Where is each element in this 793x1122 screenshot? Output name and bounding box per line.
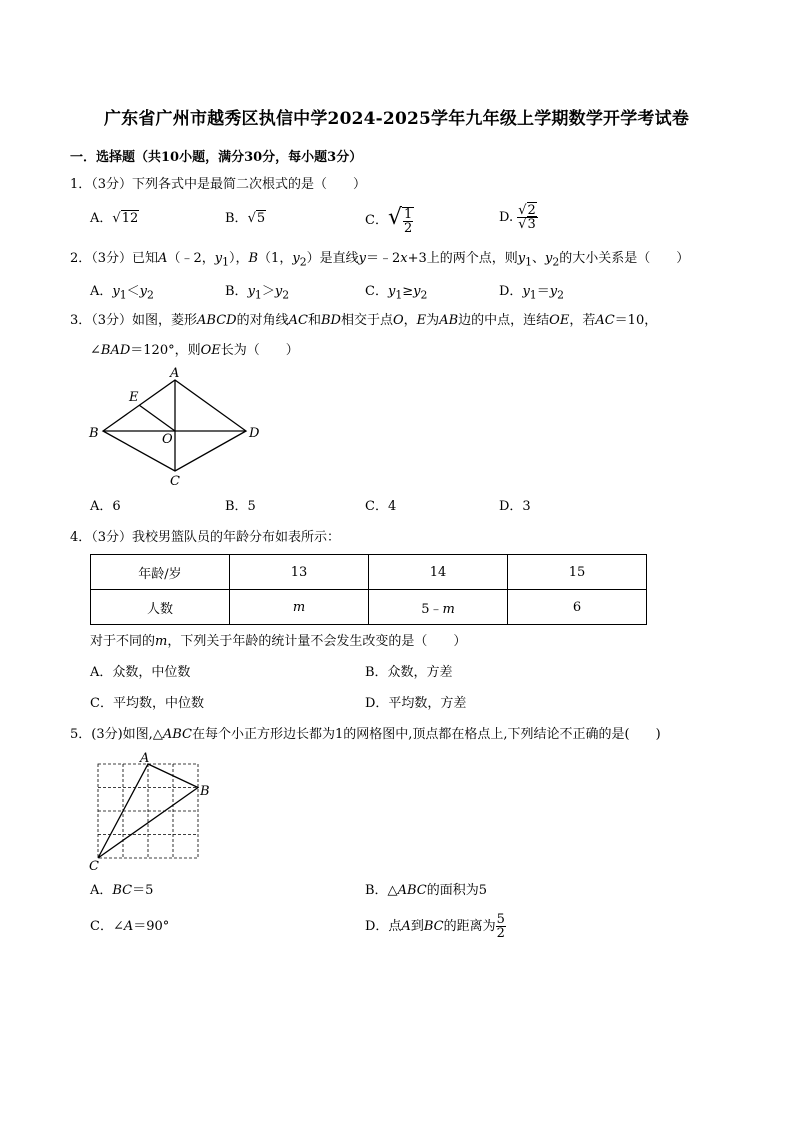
q3-t8: ，若 (569, 313, 596, 328)
q2-text-1: 2．（3分）已知 (70, 251, 159, 266)
q2-sub1b: 1 (525, 255, 532, 269)
q2-text-4: （1， (258, 251, 293, 266)
q2-d-s2: 2 (557, 288, 564, 302)
table-cell: 6 (508, 590, 647, 625)
table-cell: 14 (369, 555, 508, 590)
q5-b-rest: 的面积为5 (426, 883, 487, 898)
q3-o: O (392, 313, 404, 328)
q2-c-label: C． (365, 284, 388, 299)
q2-y2b: y (545, 251, 553, 266)
q3-option-b[interactable]: B．5 (225, 499, 256, 514)
q1-b-radicand: 5 (256, 211, 266, 226)
q3-ab: AB (439, 313, 459, 328)
q5-d-den: 2 (496, 926, 505, 941)
q3-option-d[interactable]: D．3 (499, 499, 531, 514)
q1-d-den: 3 (527, 217, 536, 232)
q1-c-num: 1 (403, 206, 413, 222)
q3-abcd: ABCD (197, 313, 237, 328)
q2-a-s1: 1 (119, 288, 127, 302)
q1-a-radicand: 12 (121, 211, 139, 226)
q2-a-label: A． (90, 284, 113, 299)
table-cell: 人数 (91, 590, 230, 625)
table-cell (369, 590, 508, 625)
q2-sub2: 2 (299, 255, 307, 269)
q3-angle-symbol: ∠ (90, 343, 101, 358)
table-row (91, 590, 647, 625)
q5-d-mid: 到 (410, 919, 424, 934)
table-m2: m (442, 601, 455, 617)
q2-d-y2: y (549, 284, 558, 299)
table-cell (230, 590, 369, 625)
q4-m: m (155, 634, 168, 649)
q2-text-2: （﹣2， (167, 251, 215, 266)
q2-c-rel: ≥ (402, 284, 414, 299)
label-o: O (162, 432, 173, 447)
q2-y1b: y (517, 251, 526, 266)
q5-d-label: D．点 (365, 919, 402, 934)
q4-option-b[interactable]: B．众数，方差 (365, 665, 453, 680)
q2-y1: y (214, 251, 223, 266)
q4-option-c[interactable]: C．平均数，中位数 (90, 696, 204, 711)
q1-option-a-label: A． (90, 211, 113, 226)
q2-point-b: B (248, 251, 259, 266)
q5-stem (70, 726, 661, 744)
q2-option-b[interactable] (225, 283, 289, 305)
q3-t9: ＝10， (614, 313, 658, 328)
q4-option-a[interactable]: A．众数，中位数 (90, 665, 191, 680)
q3-ac: AC (288, 313, 308, 328)
q5-option-b[interactable] (365, 882, 487, 900)
grid-triangle-figure (88, 752, 218, 874)
q2-point-a: A (158, 251, 168, 266)
sqrt-icon: √ (112, 211, 121, 226)
segment-oe (139, 405, 175, 431)
q3-t4: 相交于点 (340, 313, 393, 328)
q2-x: x (400, 251, 408, 266)
q2-c-y1: y (387, 284, 396, 299)
age-table (90, 554, 647, 625)
q2-option-d[interactable] (499, 283, 564, 305)
q1-option-c[interactable] (365, 202, 414, 237)
label-a: A (170, 366, 180, 381)
section-heading: 一．选择题（共10小题，满分30分，每小题3分） (70, 150, 363, 165)
q3-ac2: AC (595, 313, 615, 328)
q1-c-fraction (402, 207, 414, 235)
q5-d-fraction (496, 913, 506, 940)
q5-option-c[interactable] (90, 918, 169, 936)
q2-text-6: ＝﹣2 (365, 251, 401, 266)
label-d: D (249, 426, 260, 441)
q2-b-y1: y (247, 284, 255, 299)
q2-b-s1: 1 (254, 288, 262, 302)
q5-d-bc: BC (423, 919, 444, 934)
q5-c-rest: ＝90° (133, 919, 170, 934)
q1-option-c-label: C． (365, 213, 388, 228)
q4-t2: ，下列关于年龄的统计量不会发生改变的是（ ） (167, 634, 467, 649)
q4-stem: 4．（3分）我校男篮队员的年龄分布如表所示： (70, 530, 341, 545)
q3-t2: 的对角线 (236, 313, 289, 328)
q3-oe2: OE (200, 343, 221, 358)
q4-option-d[interactable]: D．平均数，方差 (365, 696, 467, 711)
label-c: C (170, 474, 180, 489)
q3-t6: 为 (426, 313, 440, 328)
q2-d-y1: y (522, 284, 530, 299)
q2-a-y1: y (112, 284, 120, 299)
q2-sub2b: 2 (552, 255, 560, 269)
q5-abc: ABC (162, 727, 192, 742)
table-cell: 年龄/岁 (91, 555, 230, 590)
q2-stem (70, 250, 689, 272)
q5-d-a: A (401, 919, 411, 934)
sqrt-icon: √ (387, 205, 402, 230)
rhombus-figure (88, 368, 268, 490)
q1-option-b[interactable] (225, 210, 266, 228)
q1-option-d[interactable] (499, 202, 538, 234)
q1-stem: 1．（3分）下列各式中是最简二次根式的是（ ） (70, 177, 367, 192)
q2-a-y2: y (139, 284, 148, 299)
q3-bad: BAD (100, 343, 131, 358)
q1-c-den: 2 (403, 220, 413, 236)
q3-option-a[interactable]: A．6 (90, 499, 121, 514)
q5-b-label: B．△ (365, 883, 398, 898)
q3-stem-line2 (90, 342, 299, 360)
label-b: B (200, 784, 210, 799)
q2-a-rel: ＜ (126, 284, 140, 299)
q3-oe: OE (549, 313, 570, 328)
q3-t1: 3．（3分）如图，菱形 (70, 313, 198, 328)
q2-text-3: ）， (228, 251, 249, 266)
q2-c-y2: y (413, 284, 421, 299)
q2-yline: y (358, 251, 366, 266)
q5-c-label: C．∠ (90, 919, 124, 934)
q2-y2: y (292, 251, 300, 266)
q3-e: E (416, 313, 427, 328)
q4-t1: 对于不同的 (90, 634, 156, 649)
q5-option-d[interactable] (365, 912, 506, 942)
q2-option-a[interactable] (90, 283, 154, 305)
q2-option-c[interactable] (365, 283, 427, 305)
q5-a-label: A． (90, 883, 113, 898)
q2-c-s1: 1 (395, 288, 403, 302)
q3-stem-line1 (70, 312, 657, 330)
q1-option-a[interactable] (90, 210, 139, 228)
q2-b-s2: 2 (282, 288, 290, 302)
table-cell: 15 (508, 555, 647, 590)
q3-bd: BD (320, 313, 341, 328)
q3-t10: ＝120°，则 (130, 343, 201, 358)
q5-d-num: 5 (496, 912, 505, 927)
q2-b-y2: y (274, 284, 283, 299)
q2-sub1: 1 (222, 255, 229, 269)
q2-text-5: ）是直线 (306, 251, 359, 266)
page-title: 广东省广州市越秀区执信中学2024-2025学年九年级上学期数学开学考试卷 (103, 109, 690, 129)
q2-d-s1: 1 (529, 288, 537, 302)
q5-t1: 5．(3分)如图,△ (70, 727, 163, 742)
q3-option-c[interactable]: C．4 (365, 499, 397, 514)
q5-a-rest: ＝5 (132, 883, 154, 898)
label-e: E (129, 390, 139, 405)
q1-option-b-label: B． (225, 211, 248, 226)
q2-d-rel: ＝ (536, 284, 550, 299)
q1-d-fraction (517, 204, 538, 231)
q2-d-label: D． (499, 284, 523, 299)
q1-option-d-label: D. (499, 210, 514, 225)
q2-b-label: B． (225, 284, 248, 299)
table-m: m (292, 599, 306, 615)
q5-b-abc: ABC (397, 883, 427, 898)
q2-sep: 、 (532, 251, 546, 266)
table-row (91, 555, 647, 590)
q1-d-num-wrap: √2 (518, 203, 536, 218)
q3-t11: 长为（ ） (220, 343, 299, 358)
q3-t5: ， (403, 313, 417, 328)
q1-d-den-wrap: √3 (518, 217, 536, 232)
table-cell: 13 (230, 555, 369, 590)
label-b: B (89, 426, 99, 441)
label-c: C (89, 859, 99, 874)
q2-text-7: +3上的两个点，则 (407, 251, 518, 266)
q5-a-bc: BC (112, 883, 133, 898)
q2-b-rel: ＞ (261, 284, 275, 299)
q3-t3: 和 (307, 313, 321, 328)
q4-followup (90, 633, 466, 651)
q3-t7: 边的中点，连结 (458, 313, 550, 328)
q2-c-s2: 2 (420, 288, 428, 302)
q5-c-a: A (123, 919, 134, 934)
q1-d-num: 2 (527, 203, 536, 218)
q5-t2: 在每个小正方形边长都为1的网格图中,顶点都在格点上,下列结论不正确的是( ) (191, 727, 661, 742)
q5-option-a[interactable] (90, 882, 153, 900)
q2-text-8: 的大小关系是（ ） (559, 251, 690, 266)
q5-d-rest: 的距离为 (443, 919, 496, 934)
sqrt-icon: √ (247, 211, 256, 226)
label-a: A (140, 751, 150, 766)
q2-a-s2: 2 (147, 288, 154, 302)
table-five-minus: 5﹣ (421, 601, 443, 617)
